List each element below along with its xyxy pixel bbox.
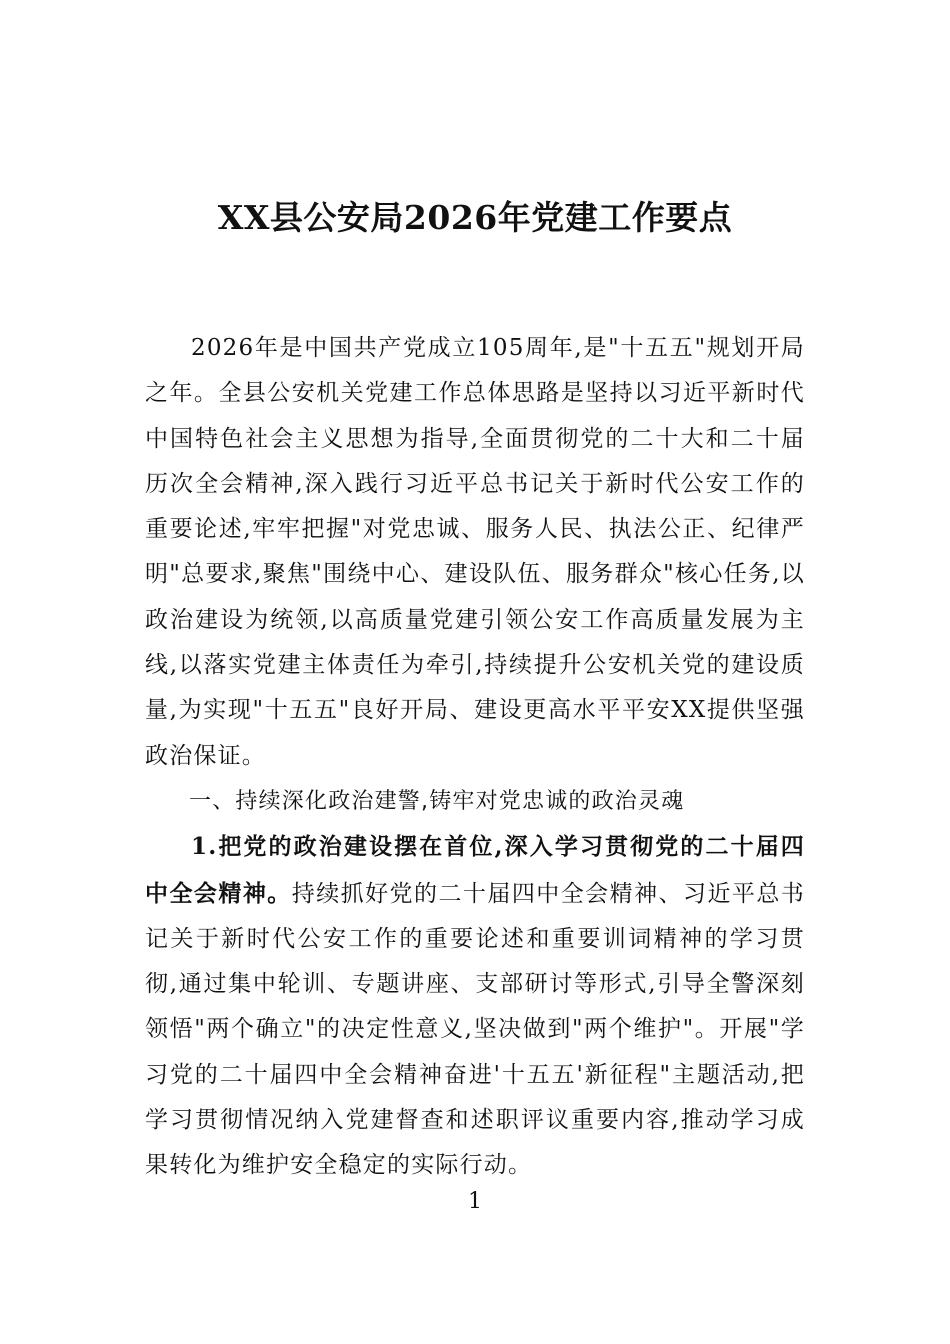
document-title: XX县公安局2026年党建工作要点 [217, 198, 733, 237]
intro-paragraph: 2026年是中国共产党成立105周年,是"十五五"规划开局之年。全县公安机关党建工作总体思路是坚持以习近平新时代中国特色社会主义思想为指导,全面贯彻党的二十大和二十届历次全会精神,深入践行习近平总书记关于新时代公安工作的重要论述,牢牢把握"对党忠诚、服务人民、执法公正、纪律严明"总要求,聚焦"围绕中心、建设队伍、服务群众"核心任务,以政治建设为统领,以高质量党建引领公安工作高质量发展为主线,以落实党建主体责任为牵引,持续提升公安机关党的建设质量,为实现"十五五"良好开局、建设更高水平平安XX提供坚强政治保证。 [145, 335, 805, 769]
item-body-1: 持续抓好党的二十届四中全会精神、习近平总书记关于新时代公安工作的重要论述和重要训词精神的学习贯彻,通过集中轮训、专题讲座、支部研讨等形式,引导全警深刻领悟"两个确立"的决定性意义,坚决做到"两个维护"。开展"学习党的二十届四中全会精神奋进'十五五'新征程"主题活动,把学习贯彻情况纳入党建督查和述职评议重要内容,推动学习成果转化为维护安全稳定的实际行动。 [145, 880, 806, 1179]
section-heading-1: 一、持续深化政治建警,铸牢对党忠诚的政治灵魂 [189, 788, 685, 814]
page-number: 1 [468, 1189, 482, 1214]
item-paragraph-1 [145, 824, 805, 1188]
item-lead-1: 1.把党的政治建设摆在首位,深入学习贯彻党的二十届四中全会精神。 [145, 833, 805, 907]
document-body [145, 326, 805, 1189]
